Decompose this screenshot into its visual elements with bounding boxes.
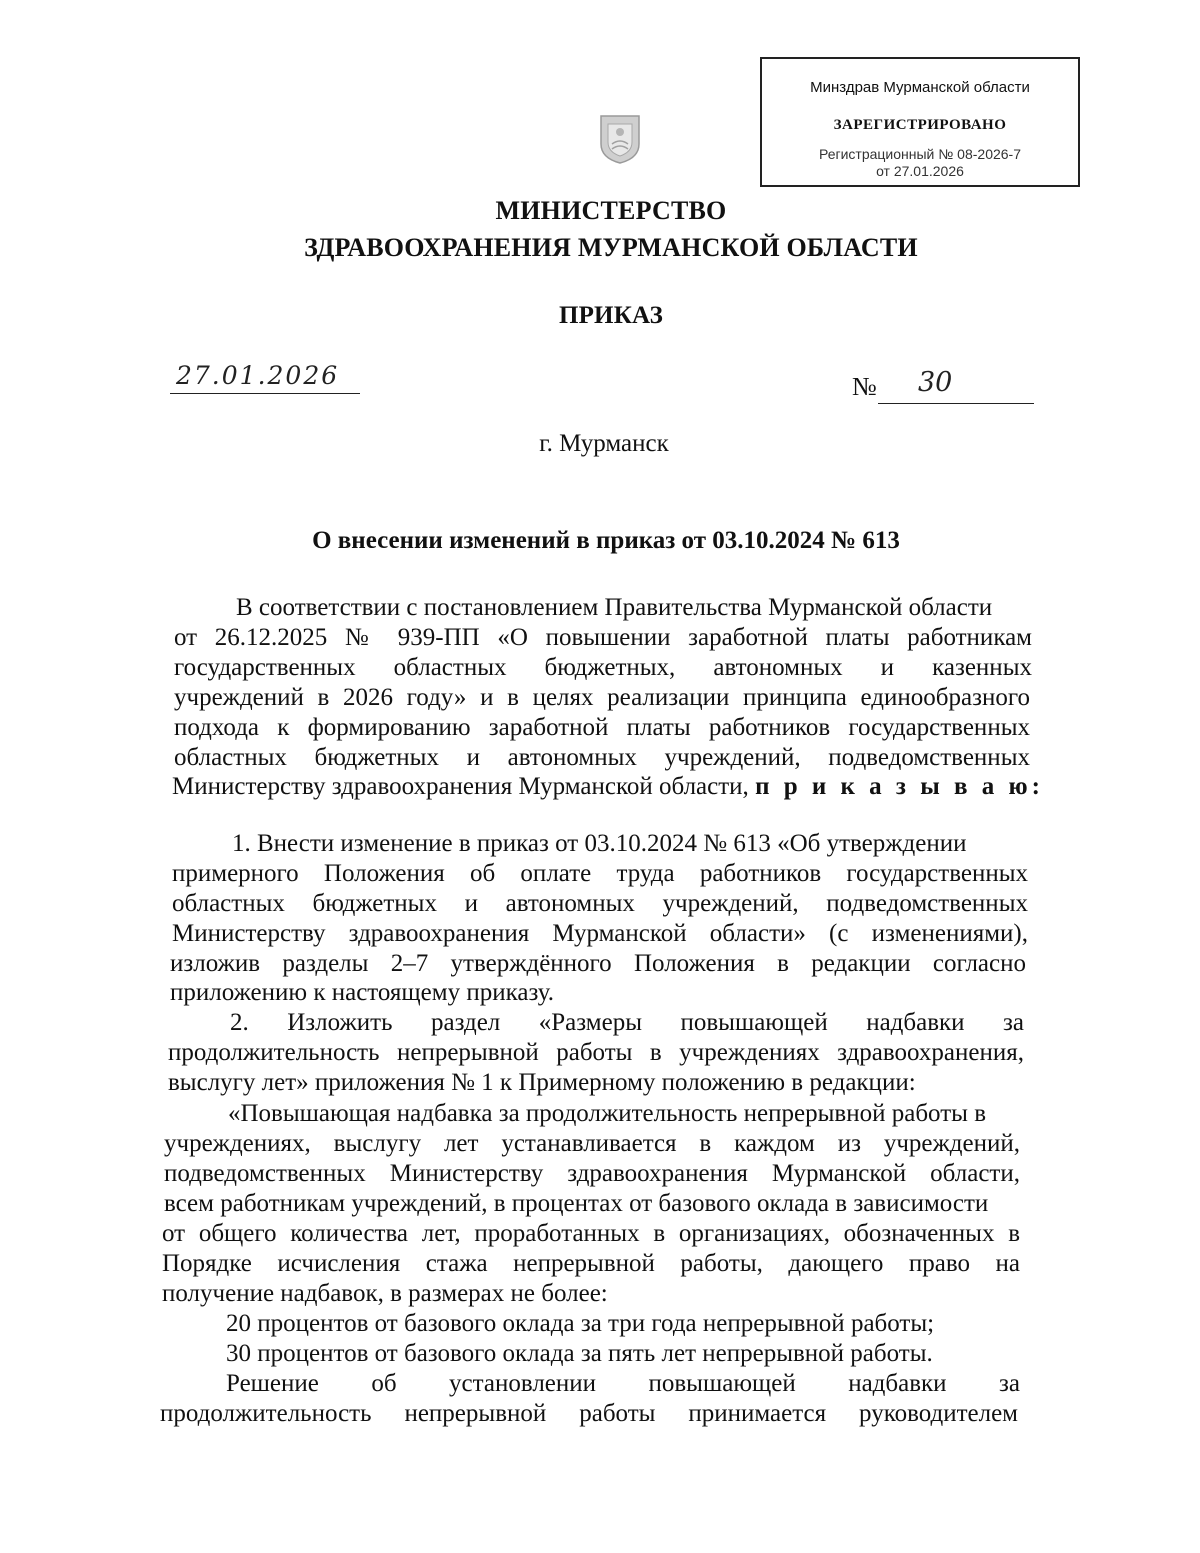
- quote-line: подведомственных Министерству здравоохранения Мурманской области,: [164, 1160, 1020, 1187]
- item1-line: примерного Положения об оплате труда работников государственных: [172, 860, 1028, 887]
- stamp-status: ЗАРЕГИСТРИРОВАНО: [833, 117, 1007, 133]
- preamble-last-line: [172, 772, 1044, 802]
- number-label: №: [852, 372, 877, 401]
- handwritten-number: 30: [878, 364, 1034, 404]
- quote-line: получение надбавок, в размерах не более:: [162, 1280, 608, 1307]
- document-type: ПРИКАЗ: [558, 302, 664, 329]
- coat-of-arms-icon: [599, 114, 641, 164]
- item2-line: 2. Изложить раздел «Размеры повышающей надбавки за: [230, 1009, 1024, 1036]
- quote-line: «Повышающая надбавка за продолжительность непрерывной работы в: [228, 1100, 986, 1127]
- quote-line: учреждениях, выслугу лет устанавливается в каждом из учреждений,: [164, 1130, 1020, 1157]
- stamp-reg-number: Регистрационный № 08-2026-7: [818, 146, 1021, 162]
- preamble-line: государственных областных бюджетных, автономных и казенных: [174, 654, 1032, 681]
- quote-line: 30 процентов от базового оклада за пять лет непрерывной работы.: [226, 1340, 933, 1367]
- item1-line: приложению к настоящему приказу.: [170, 979, 555, 1006]
- stamp-organization: Минздрав Мурманской области: [810, 79, 1030, 96]
- quote-line: продолжительность непрерывной работы принимается руководителем: [160, 1400, 1018, 1427]
- preamble-line: В соответствии с постановлением Правительства Мурманской области: [236, 594, 993, 621]
- quote-line: Порядке исчисления стажа непрерывной работы, дающего право на: [162, 1250, 1020, 1277]
- item2-line: выслугу лет» приложения № 1 к Примерному положению в редакции:: [168, 1069, 916, 1096]
- quote-line: 20 процентов от базового оклада за три года непрерывной работы;: [226, 1310, 935, 1337]
- preamble-line: учреждений в 2026 году» и в целях реализации принципа единообразного: [174, 684, 1030, 711]
- item1-line: Министерству здравоохранения Мурманской области» (с изменениями),: [172, 920, 1028, 947]
- preamble-line: областных бюджетных и автономных учреждений, подведомственных: [174, 744, 1030, 771]
- preamble-line: подхода к формированию заработной платы работников государственных: [174, 714, 1030, 741]
- ministry-title-line2: ЗДРАВООХРАНЕНИЯ МУРМАНСКОЙ ОБЛАСТИ: [304, 233, 918, 262]
- item1-line: 1. Внести изменение в приказ от 03.10.2024 № 613 «Об утверждении: [232, 830, 967, 857]
- quote-line: от общего количества лет, проработанных в организациях, обозначенных в: [162, 1220, 1020, 1247]
- quote-line: Решение об установлении повышающей надбавки за: [226, 1370, 1020, 1397]
- preamble-line: от 26.12.2025 № 939-ПП «О повышении заработной платы работникам: [174, 624, 1032, 651]
- stamp-reg-date: от 27.01.2026: [876, 163, 964, 179]
- item1-line: областных бюджетных и автономных учреждений, подведомственных: [172, 890, 1028, 917]
- order-subject: О внесении изменений в приказ от 03.10.2024 № 613: [312, 527, 900, 554]
- preamble-line: Министерству здравоохранения Мурманской области,: [172, 773, 756, 800]
- decree-word: п р и к а з ы в а ю:: [755, 773, 1044, 800]
- item2-line: продолжительность непрерывной работы в учреждениях здравоохранения,: [168, 1039, 1024, 1066]
- quote-line: всем работникам учреждений, в процентах от базового оклада в зависимости: [164, 1190, 989, 1217]
- city: г. Мурманск: [539, 430, 669, 457]
- item1-line: изложив разделы 2–7 утверждённого Положения в редакции согласно: [170, 950, 1026, 977]
- ministry-title-line1: МИНИСТЕРСТВО: [495, 196, 727, 225]
- registration-stamp: [760, 57, 1080, 187]
- handwritten-date: 27.01.2026: [170, 360, 360, 394]
